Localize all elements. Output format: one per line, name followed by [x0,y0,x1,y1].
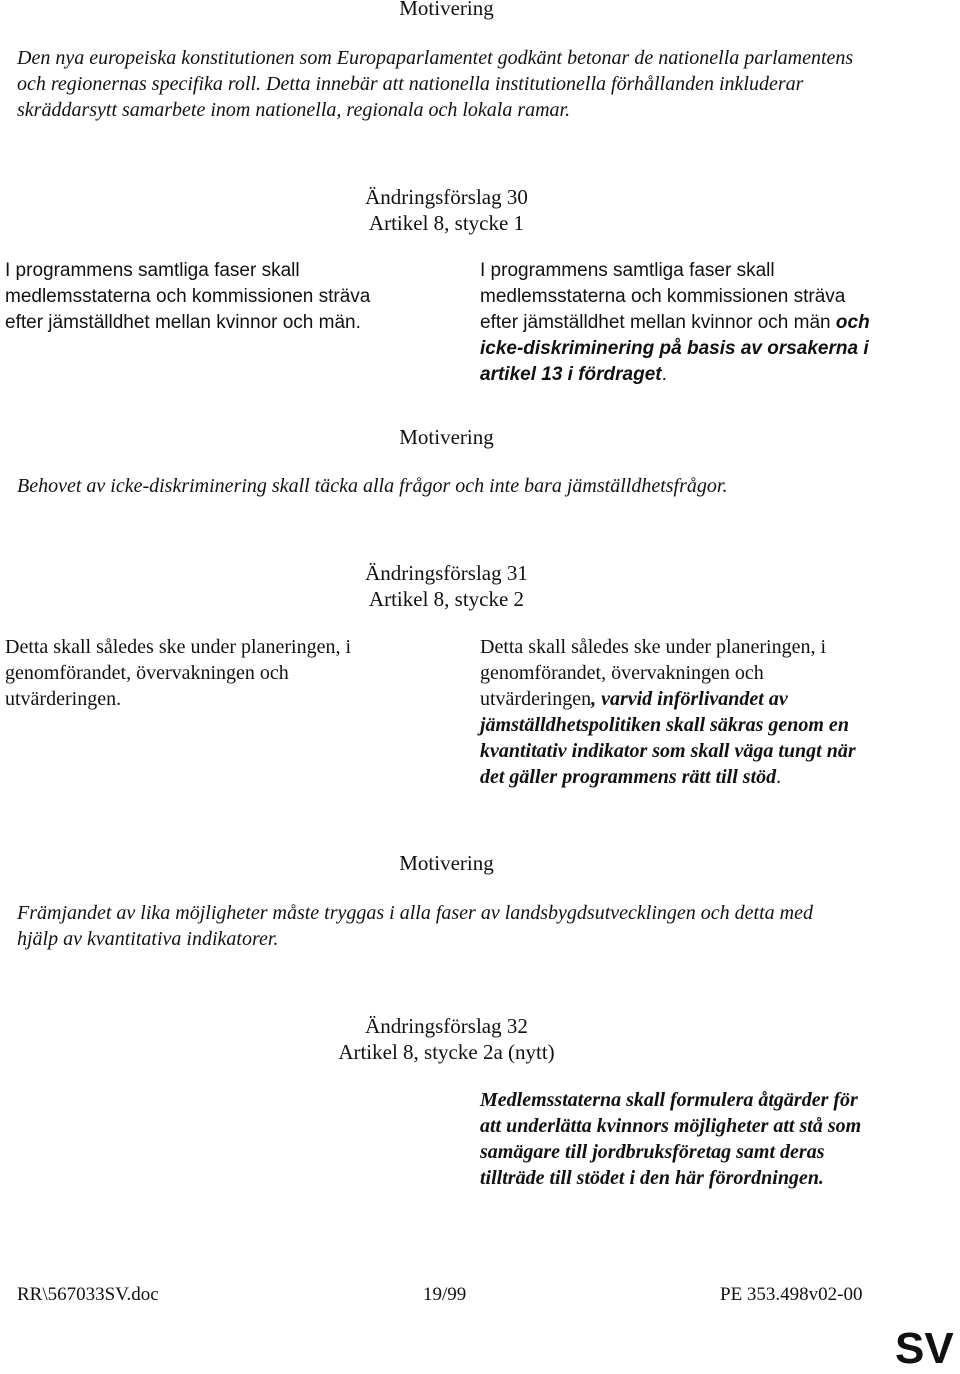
amendment-31-title: Ändringsförslag 31 [365,561,528,585]
amendment-30-amended-text [480,258,880,388]
amendment-31-original-text: Detta skall således ske under planeringen, i genomförandet, övervakningen och utvärderingen. [5,636,351,710]
amendment-31-amended-end: . [776,766,782,788]
amendment-30-justification-heading: Motivering [399,425,494,449]
footer-page-number: 19/99 [423,1284,467,1305]
amendment-30-title: Ändringsförslag 30 [365,185,528,209]
amendment-30-justification-text: Behovet av icke-diskriminering skall täcka alla frågor och inte bara jämställdhetsfrågor. [17,475,728,497]
amendment-31-article: Artikel 8, stycke 2 [368,587,525,611]
amendment-32-amended-text: Medlemsstaterna skall formulera åtgärder för att underlätta kvinnors möjligheter att stå som samägare till jordbruksföretag samt deras tillträde till stödet i den här förordningen. [480,1089,862,1189]
amendment-31-amended-text [480,634,880,790]
footer-doc-ref: RR\567033SV.doc [17,1284,159,1305]
amendment-31-justification-heading: Motivering [399,851,494,875]
footer-pe-ref: PE 353.498v02-00 [720,1284,863,1305]
amendment-31-amended-addition: , varvid införlivandet av jämställdhetspolitiken skall säkras genom en kvantitativ indikator som skall väga tungt när det gäller programmens rätt till stöd [480,688,856,788]
amendment-31-justification-text: Främjandet av lika möjligheter måste tryggas i alla faser av landsbygdsutvecklingen och detta med hjälp av kvantitativa indikatorer. [17,902,813,950]
amendment-30-amended-addition: och icke-diskriminering på basis av orsakerna i artikel 13 i fördraget [480,312,870,385]
amendment-31-amended-plain: Detta skall således ske under planeringen, i genomförandet, övervakningen och utvärderingen [480,636,826,710]
amendment-30-article: Artikel 8, stycke 1 [368,211,525,235]
intro-justification-heading: Motivering [399,0,494,20]
amendment-30-amended-plain: I programmens samtliga faser skall medlemsstaterna och kommissionen sträva efter jämställdhet mellan kvinnor och män [480,260,846,333]
language-code: SV [895,1324,954,1373]
amendment-32-article: Artikel 8, stycke 2a (nytt) [338,1040,555,1064]
amendment-30-amended-end: . [661,364,667,385]
amendment-30-original-text: I programmens samtliga faser skall medlemsstaterna och kommissionen sträva efter jämställdhet mellan kvinnor och män. [5,260,371,333]
amendment-32-title: Ändringsförslag 32 [365,1014,528,1038]
intro-justification-text: Den nya europeiska konstitutionen som Europaparlamentet godkänt betonar de nationella parlamentens och regionernas specifika roll. Detta innebär att nationella institutionella förhållanden inkluderar skräddarsytt samarbete inom nationella, regionala och lokala ramar. [17,47,854,121]
